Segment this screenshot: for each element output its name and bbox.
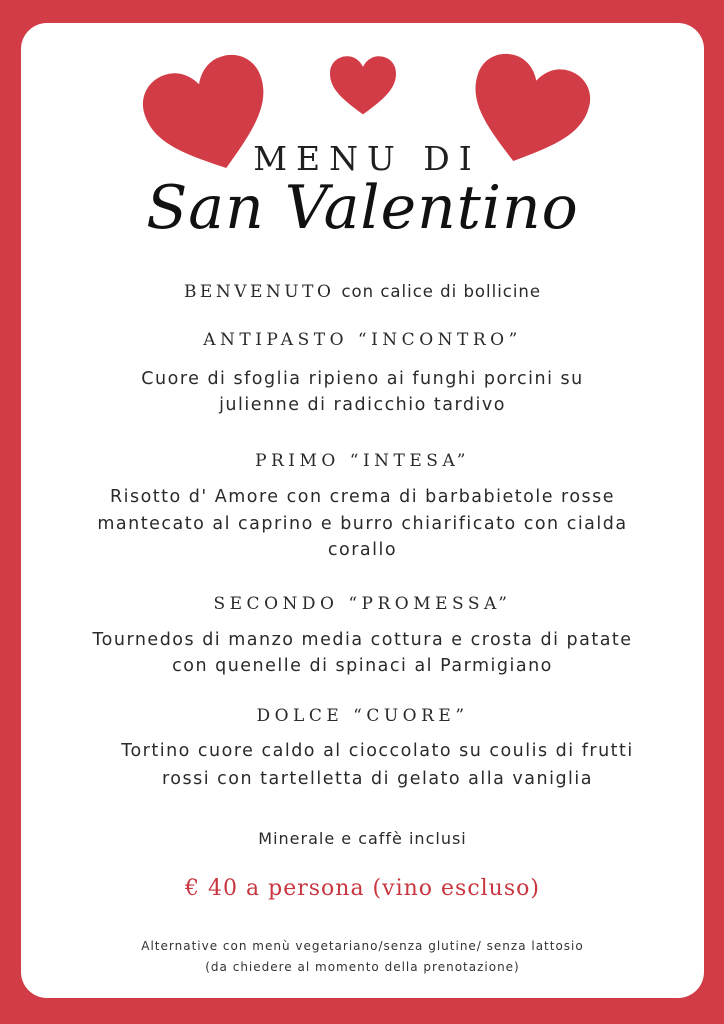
welcome-label: BENVENUTO <box>183 282 335 302</box>
course-heading-antipasto: ANTIPASTO “INCONTRO” <box>203 330 522 350</box>
course-heading-dolce: DOLCE “CUORE” <box>256 706 469 726</box>
course-line: Cuore di sfoglia ripieno ai funghi porcini su <box>141 369 584 389</box>
menu-script-title: San Valentino <box>146 173 579 243</box>
course-heading-primo: PRIMO “INTESA” <box>255 451 470 471</box>
note-line: Alternative con menù vegetariano/senza glutine/ senza lattosio <box>141 939 584 953</box>
course-line: mantecato al caprino e burro chiarificato con cialda <box>97 514 628 534</box>
menu-title: MENU DI <box>253 139 481 178</box>
course-line: rossi con tartelletta di gelato alla vaniglia <box>161 769 594 789</box>
welcome-text: con calice di bollicine <box>341 282 542 301</box>
course-line: Tortino cuore caldo al cioccolato su coulis di frutti <box>121 741 634 761</box>
welcome-line <box>21 282 704 302</box>
extras-line: Minerale e caffè inclusi <box>258 829 467 848</box>
note-line: (da chiedere al momento della prenotazione) <box>205 960 520 974</box>
menu-card <box>21 23 704 998</box>
course-line: Tournedos di manzo media cottura e crosta di patate <box>92 630 633 650</box>
course-line: con quenelle di spinaci al Parmigiano <box>172 656 553 676</box>
course-line: Risotto d' Amore con crema di barbabietole rosse <box>109 487 616 507</box>
course-line: corallo <box>327 540 398 560</box>
course-heading-secondo: SECONDO “PROMESSA” <box>213 594 512 614</box>
price-line: € 40 a persona (vino escluso) <box>185 876 540 901</box>
course-line: julienne di radicchio tardivo <box>219 395 506 415</box>
heart-icon <box>330 56 396 116</box>
